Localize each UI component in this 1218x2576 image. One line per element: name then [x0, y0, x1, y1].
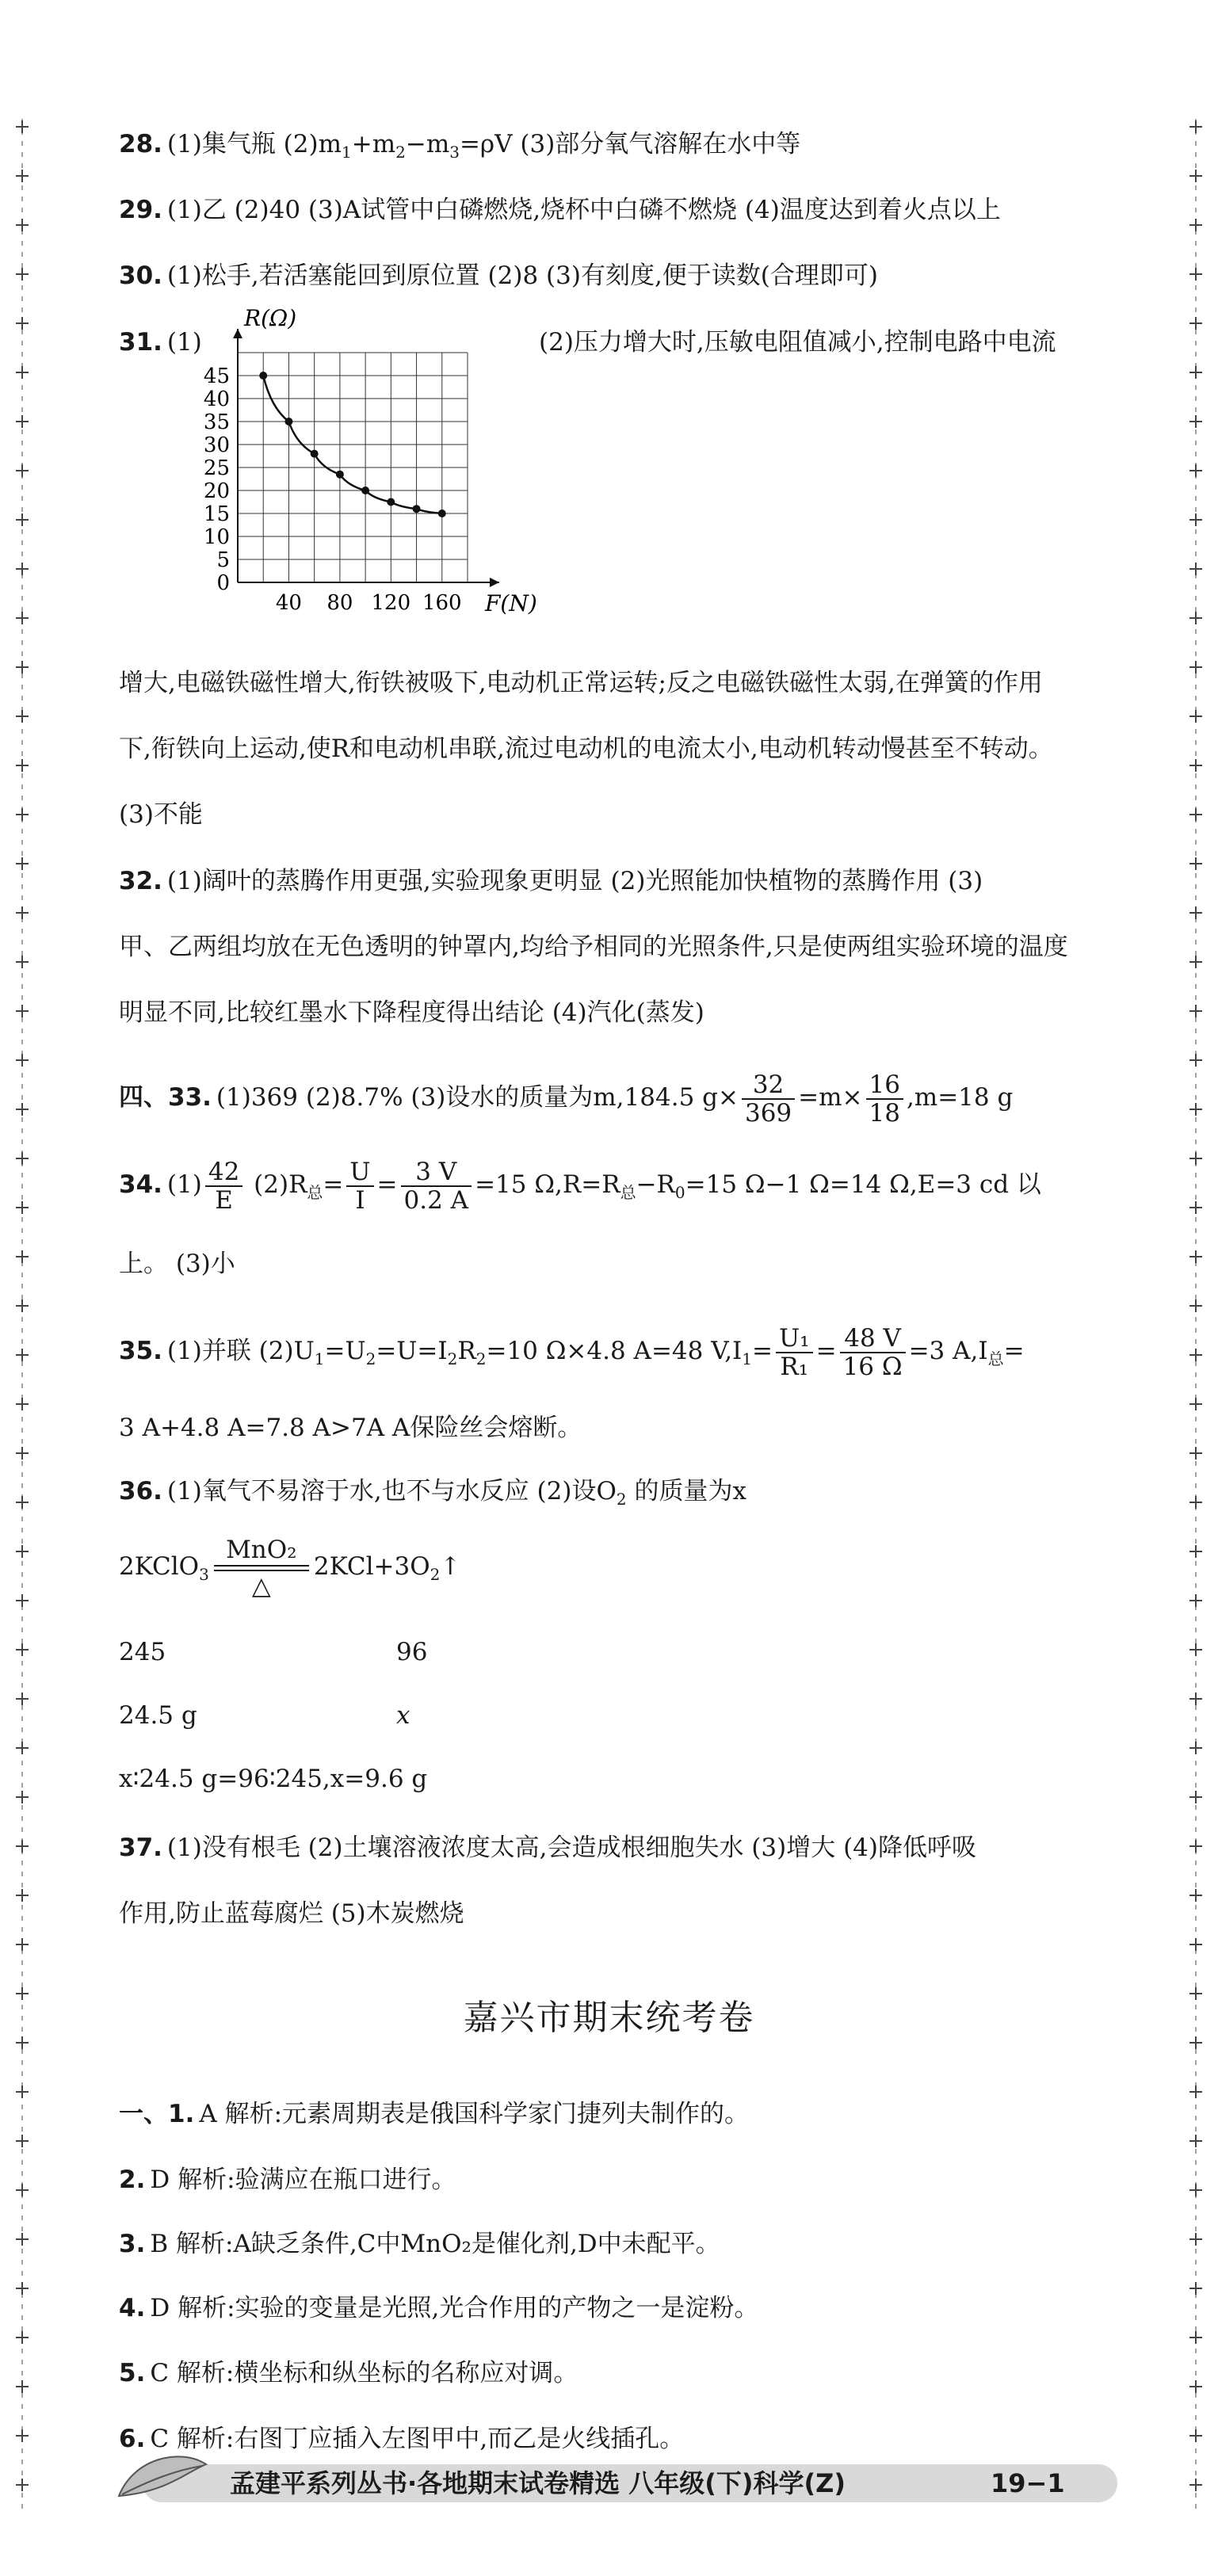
x-tick-label: 80: [326, 591, 353, 615]
fraction-U1-R1: $\frac{\text{U₁}}{\text{R₁}}$: [776, 1325, 813, 1380]
leaf-logo-icon: [111, 2448, 214, 2512]
data-point: [413, 505, 421, 513]
page-footer: [95, 2448, 1125, 2512]
mass-kclo3: 24.5 g: [119, 1701, 197, 1730]
molar-mass-kclo3: 245: [119, 1638, 166, 1666]
page-number: 19−1: [991, 2468, 1065, 2498]
choice-answer-3: 3. B 解析:A缺乏条件,C中MnO₂是催化剂,D中未配平。: [119, 2230, 720, 2258]
answer-28: 28. (1)集气瓶 $(2)m_1+m_2-m_3=\rho V$ (3)部分氧气溶解在水中等: [119, 130, 801, 162]
answer-31-right-text: (2)压力增大时,压敏电阻值减小,控制电路中电流: [539, 328, 1056, 357]
answer-37-line2: 作用,防止蓝莓腐烂 (5)木炭燃烧: [119, 1899, 464, 1928]
y-tick-label: 35: [203, 410, 230, 434]
reaction-condition: MnO₂ △: [214, 1536, 309, 1600]
y-tick-label: 10: [203, 525, 230, 549]
resistance-force-graph: [182, 305, 537, 638]
y-tick-label: 5: [216, 548, 230, 572]
left-perforation-edge: [6, 119, 38, 2512]
x-tick-label: 40: [275, 591, 302, 615]
fraction-32-369: $\frac{32}{369}$: [742, 1071, 795, 1127]
y-tick-label: 30: [203, 433, 230, 457]
fraction-48V-16ohm: $\frac{48 V}{16 \Omega}$: [840, 1325, 906, 1380]
y-tick-label: 25: [203, 456, 230, 480]
section-title: 嘉兴市期末统考卷: [463, 1998, 755, 2038]
right-perforation-edge: [1180, 119, 1212, 2512]
answer-32-line2: 甲、乙两组均放在无色透明的钟罩内,均给予相同的光照条件,只是使两组实验环境的温度: [119, 933, 1068, 961]
data-point: [336, 471, 344, 479]
answer-30: 30. (1)松手,若活塞能回到原位置 (2)8 (3)有刻度,便于读数(合理即可): [119, 261, 878, 290]
choice-answer-5: 5. C 解析:横坐标和纵坐标的名称应对调。: [119, 2359, 578, 2387]
answer-36-line1: 36. (1)氧气不易溶于水,也不与水反应 (2)设$O_2$ 的质量为x: [119, 1477, 746, 1509]
answer-31-line2: 增大,电磁铁磁性增大,衔铁被吸下,电动机正常运转;反之电磁铁磁性太弱,在弹簧的作用: [119, 669, 1043, 697]
y-tick-label: 45: [203, 364, 230, 388]
x-tick-label: 120: [371, 591, 411, 615]
fraction-U-I: $\frac{U}{I}$: [346, 1158, 373, 1214]
y-tick-label: 0: [216, 571, 230, 595]
data-point: [361, 487, 369, 494]
fraction-3V-0.2A: $\frac{3 V}{0.2 A}$: [401, 1158, 472, 1214]
answer-31-label: 31. (1): [119, 328, 202, 357]
answer-29: 29. (1)乙 (2)40 (3)A试管中白磷燃烧,烧杯中白磷不燃烧 (4)温度达到着火点以上: [119, 196, 1001, 224]
answer-32-line3: 明显不同,比较红墨水下降程度得出结论 (4)汽化(蒸发): [119, 998, 704, 1027]
answer-34-line2: 上。 (3)小: [119, 1250, 235, 1278]
answer-36-result: x∶24.5 g=96∶245,x=9.6 g: [119, 1765, 428, 1793]
data-point: [438, 509, 446, 517]
answer-33: 四、33. (1)369 (2)8.7% (3)设水的质量为m,184.5 g× $\frac{32}{369}$ =m× $\frac{16}{18}$ ,m=18 g: [119, 1070, 1014, 1128]
molar-mass-o2: 96: [396, 1638, 428, 1666]
answer-32-line1: 32. (1)阔叶的蒸腾作用更强,实验现象更明显 (2)光照能加快植物的蒸腾作用 (3): [119, 867, 983, 895]
answer-37-line1: 37. (1)没有根毛 (2)土壤溶液浓度太高,会造成根细胞失水 (3)增大 (4)降低呼吸: [119, 1834, 976, 1862]
data-point: [259, 372, 267, 380]
answer-31-line3: 下,衔铁向上运动,使R和电动机串联,流过电动机的电流太小,电动机转动慢甚至不转动。: [119, 735, 1053, 763]
footer-series-text: 孟建平系列丛书·各地期末试卷精选 八年级(下)科学(Z): [230, 2468, 846, 2498]
mass-o2-unknown: x: [396, 1701, 410, 1730]
choice-answer-6: 6. C 解析:右图丁应插入左图甲中,而乙是火线插孔。: [119, 2425, 685, 2453]
answer-35: 35. (1)并联 $(2)U_1=U_2=U=I_2R_2=10$ Ω×4.8 A=48 $V,I_1=$ $\frac{\text{U₁}}{\text{R₁}}$ = $\frac{48 V}{16 \Omega}$ =3 $A,I_总=$: [119, 1323, 1025, 1381]
x-tick-label: 160: [422, 591, 462, 615]
choice-answer-2: 2. D 解析:验满应在瓶口进行。: [119, 2166, 456, 2194]
answer-31-line4: (3)不能: [119, 800, 203, 829]
fraction-16-18: $\frac{16}{18}$: [866, 1071, 903, 1127]
fraction-42-E: $\frac{42}{E}$: [205, 1158, 242, 1214]
data-point: [284, 418, 292, 426]
x-axis-arrow: [490, 578, 499, 587]
y-axis-arrow: [233, 329, 242, 338]
y-tick-label: 15: [203, 502, 230, 526]
y-axis-label: R(Ω): [244, 305, 297, 331]
answer-34: 34. (1) $\frac{42}{E}$ $(2)R_总=$ $\frac{U}{I}$ = $\frac{3 V}{0.2 A}$ =15 $\Omega,R=R_总-R_0=15$ Ω−1 Ω=14 Ω,E=3 cd 以: [119, 1157, 1041, 1215]
y-tick-label: 40: [203, 387, 230, 411]
data-point: [311, 450, 319, 458]
answer-35-line2: 3 A+4.8 A=7.8 A>7A A保险丝会熔断。: [119, 1414, 582, 1442]
data-point: [387, 498, 395, 506]
y-tick-label: 20: [203, 479, 230, 503]
x-axis-label: F(N): [485, 590, 537, 616]
chemical-equation: 2KClO$_3$ MnO₂ △ $2KCl+3O_2↑$: [119, 1535, 461, 1601]
choice-answer-1: 一、1. A 解析:元素周期表是俄国科学家门捷列夫制作的。: [119, 2100, 750, 2128]
choice-answer-4: 4. D 解析:实验的变量是光照,光合作用的产物之一是淀粉。: [119, 2294, 759, 2322]
